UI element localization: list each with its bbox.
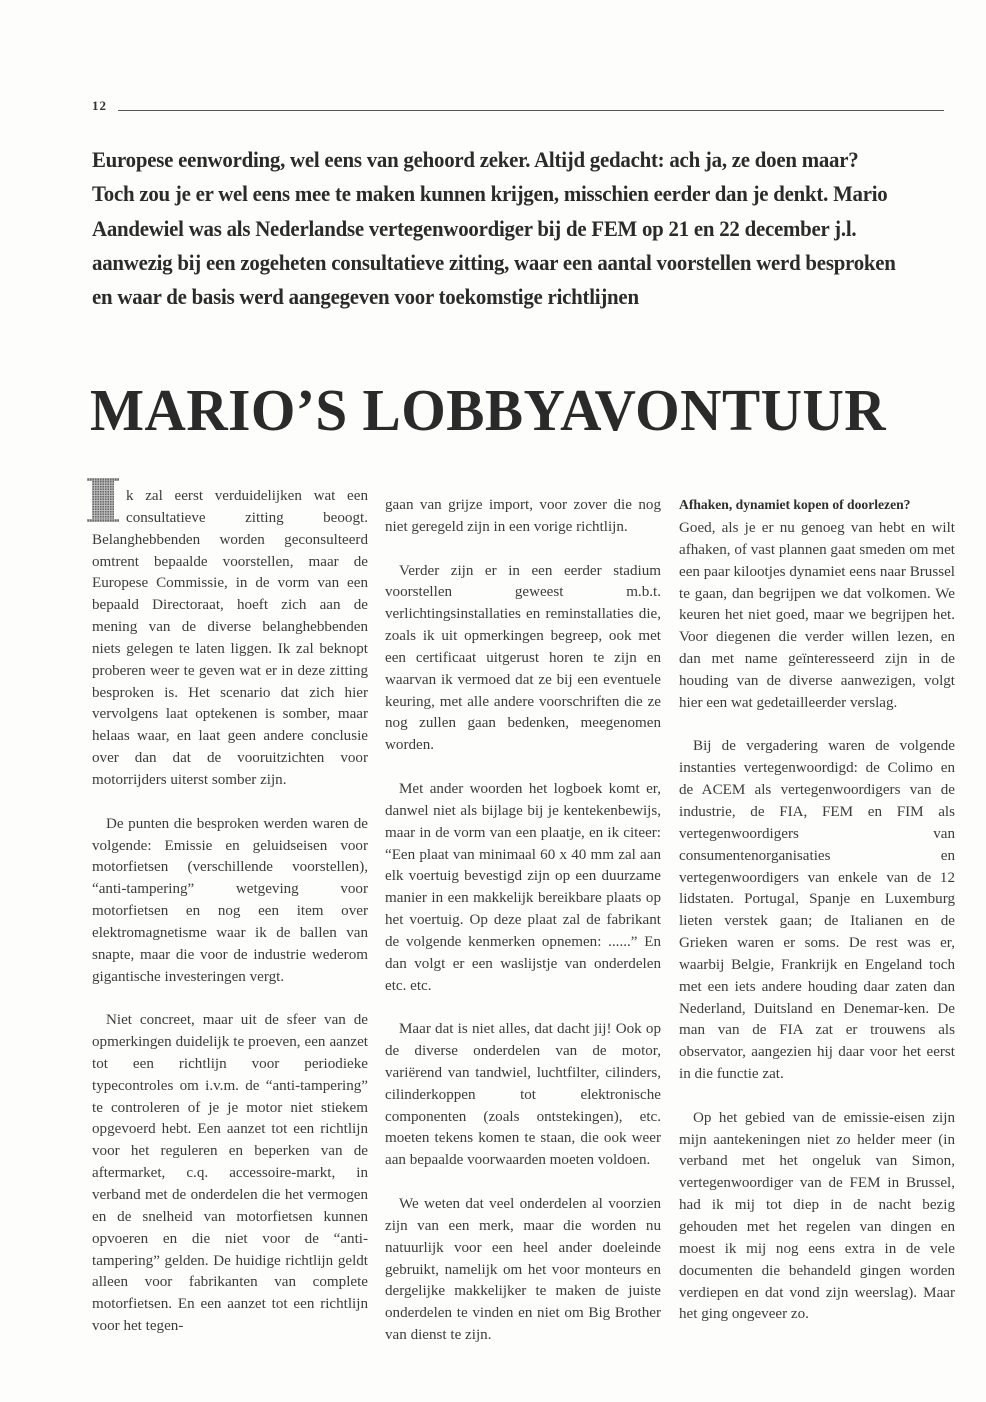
article-paragraph: Maar dat is niet alles, dat dacht jij! Ook op de diverse onderdelen van de motor, variërend van tandwiel, luchtfilter, cilinders, cilinderkoppen tot elektronische componenten (zoals ontstekingen), etc. moeten tekens komen te staan, die ook weer aan bepaalde voorwaarden moeten voldoen. [385,1021,661,1169]
header-rule [118,110,944,111]
dropcap-letter [92,478,114,522]
article-paragraph: We weten dat veel onderdelen al voorzien zijn van een merk, maar die worden nu natuurlijk voor een heel ander doeleinde gebruikt, namelijk om het voor monteurs en dergelijke makkelijker te maken de juiste onderdelen te vinden en niet om Big Brother van dienst te zijn. [385,1196,661,1344]
article-column-3 [679,495,955,1348]
article-paragraph: Op het gebied van de emissie-eisen zijn mijn aantekeningen niet zo helder meer (in verband met het ongeluk van Simon, vertegenwoordiger van de FEM in Brussel, had ik mij tot diep in de nacht bezig gehouden met het regelen van dingen en moest ik mij nog eens extra in de vele documenten die behandeld gingen worden verdiepen en dat vond zijn weerslag). Maar het ging ongeveer zo. [679,1109,955,1323]
article-paragraph: Met ander woorden het logboek komt er, danwel niet als bijlage bij je kentekenbewijs, maar in de vorm van een plaatje, en ik citeer: “Een plaat van minimaal 60 x 40 mm zal aan elk voertuig bevestigd zijn op een duurzame manier in een makkelijk bereikbare plaats op het voertuig. Op deze plaat zal de fabrikant de volgende kenmerken opnemen: ......” En dan volgt er een waslijstje van onderdelen etc. etc. [385,780,661,994]
intro-paragraph: Europese eenwording, wel eens van gehoord zeker. Altijd gedacht: ach ja, ze doen maar? Toch zou je er wel eens mee te maken kunnen krijgen, misschien eerder dan je denkt. Mario Aandewiel was als Nederlandse vertegenwoordiger bij de FEM op 21 en 22 december j.l. aanwezig bij een zogeheten consultatieve zitting, waar een aantal voorstellen werd besproken en waar de basis werd aangegeven voor toekomstige richtlijnen [92,147,896,310]
article-paragraph: Niet concreet, maar uit de sfeer van de opmerkingen duidelijk te proeven, een aanzet tot een richtlijn voor periodieke typecontroles om i.v.m. de “anti-tampering” te controleren of je je motor niet stiekem opgevoerd hebt. Een aanzet tot een richtlijn voor het reguleren en beperken van de aftermarket, c.q. accessoire-markt, in verband met de onderdelen die het vermogen en de snelheid van motorfietsen kunnen opvoeren en die niet voor de “anti-tampering” gelden. De huidige richtlijn geldt alleen voor fabrikanten van complete motorfietsen. En een aanzet tot een richtlijn voor het tegen- [92,1012,368,1335]
article-title: MARIO’S LOBBYAVONTUUR [90,377,887,443]
article-paragraph: Verder zijn er in een eerder stadium voorstellen geweest m.b.t. verlichtingsinstallaties en reminstallaties die, zoals ik uit opmerkingen begreep, ook met een certificaat uitgerust horen te zijn en waarvan ik vermoed dat ze bij een eventuele keuring, met alle andere voorschriften die ze nog zullen gaan bedenken, meegenomen worden. [385,562,661,754]
article-column-2 [385,495,661,1369]
article-paragraph: De punten die besproken werden waren de volgende: Emissie en geluidseisen voor motorfietsen (verschillende voorstellen), “anti-tampering” wetgeving voor motorfietsen en nog een item over elektromagnetisme waar ik de ballen van snapte, maar die voor de industrie wederom gigantische investeringen vergt. [92,815,368,985]
article-paragraph: gaan van grijze import, voor zover die nog niet geregeld zijn in een vorige richtlijn. [385,497,661,535]
section-subheading: Afhaken, dynamiet kopen of doorlezen? [679,497,911,512]
article-paragraph: Goed, als je er nu genoeg van hebt en wilt afhaken, of vast plannen gaat smeden om met een paar kilootjes dynamiet eens naar Brussel te gaan, dan begrijpen we dat volkomen. We keuren het niet goed, maar we begrijpen het. Voor diegenen die verder willen lezen, en dan met name geïnteresseerd zijn in de houding van de diverse aanwezigen, volgt hier een wat gedetailleerder verslag. [679,520,955,711]
paragraph-text: k zal eerst verduidelijken wat een consultatieve zitting beoogt. Belanghebbenden worden geconsulteerd omtrent bepaalde voorstellen, maar de Europese Commissie, in de vorm van een bepaald Directoraat, hoeft zich aan de mening van de diverse belanghebbenden niets gelegen te laten liggen. Ik zal beknopt proberen weer te geven wat er in deze zitting besproken is. Het scenario dat zich hier vervolgens laat optekenen is somber, maar helaas waar, en laat geen andere conclusie over dan dat de vooruitzichten voor motorrijders uiterst somber zijn. [92,488,368,788]
article-paragraph: Bij de vergadering waren de volgende instanties vertegenwoordigd: de Colimo en de ACEM als vertegenwoordigers van de industrie, de FIA, FEM en FIM als vertegenwoordigers van consumentenorganisaties en vertegenwoordigers van enkele van de 12 lidstaten. Portugal, Spanje en Luxemburg lieten verstek gaan; de Italianen en de Grieken waren er soms. De rest was er, waarbij Belgie, Frankrijk en Engeland toch met een iets andere houding daar zaten dan Nederland, Duitsland en Denemar-ken. De man van de FIA zat er trouwens als observator, aangezien hij daar voor het eerst in die functie zat. [679,738,955,1083]
article-paragraph [92,486,368,792]
page-number: 12 [92,98,107,113]
article-column-1 [92,486,368,1360]
